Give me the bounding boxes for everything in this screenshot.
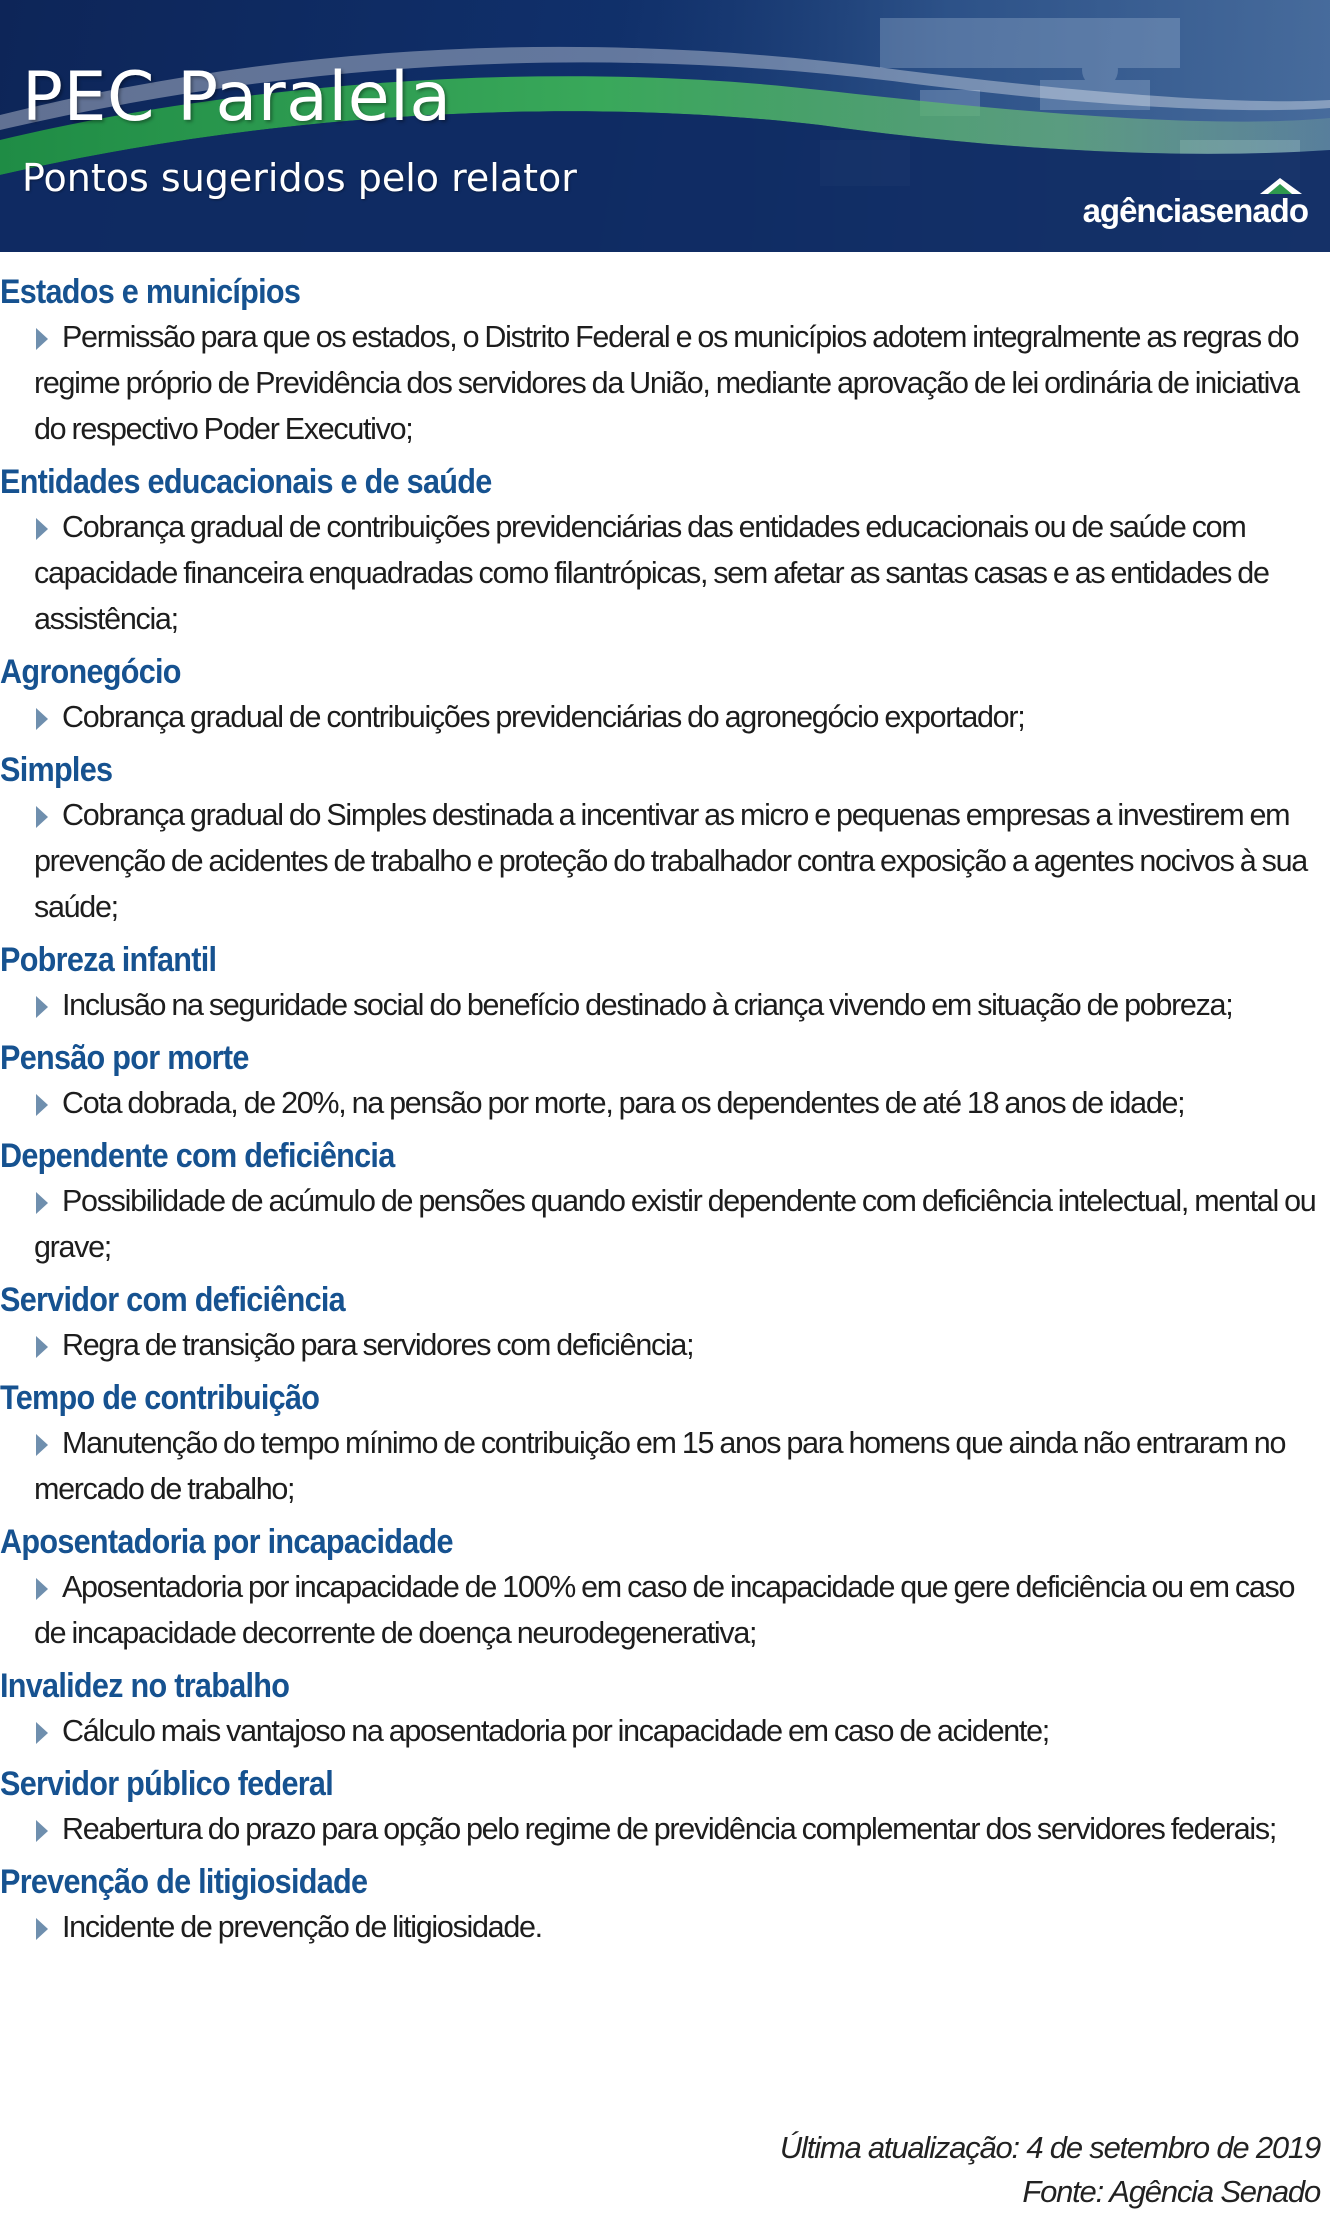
bullet-arrow-icon <box>36 1820 48 1842</box>
section-aposentadoria-por-incapacidade <box>0 1520 1330 1656</box>
section-item <box>0 1178 1330 1270</box>
section-item <box>0 792 1330 930</box>
section-title: Prevenção de litigiosidade <box>0 1863 368 1901</box>
section-title: Servidor com deficiência <box>0 1281 345 1319</box>
footer <box>780 2126 1320 2214</box>
page-subtitle: Pontos sugeridos pelo relator <box>22 156 577 200</box>
section-text: Aposentadoria por incapacidade de 100% em caso de incapacidade que gere deficiência ou em caso de incapacidade decorrente de doença neurodegenerativa; <box>34 1570 1295 1650</box>
section-title: Estados e municípios <box>0 273 301 311</box>
section-text: Permissão para que os estados, o Distrito Federal e os municípios adotem integralmente as regras do regime próprio de Previdência dos servidores da União, mediante aprovação de lei ordinária de iniciativa do respectivo Poder Executivo; <box>34 320 1299 446</box>
bullet-arrow-icon <box>36 1192 48 1214</box>
section-title: Agronegócio <box>0 653 181 691</box>
page-title: PEC Paralela <box>22 58 452 137</box>
section-text: Regra de transição para servidores com deficiência; <box>62 1328 694 1362</box>
section-title: Simples <box>0 751 113 789</box>
section-title: Servidor público federal <box>0 1765 334 1803</box>
section-title: Pensão por morte <box>0 1039 249 1077</box>
source-credit: Fonte: Agência Senado <box>1022 2174 1320 2209</box>
section-item <box>0 1564 1330 1656</box>
agencia-senado-logo: agênciasenado <box>1082 192 1308 229</box>
bullet-arrow-icon <box>36 328 48 350</box>
last-updated: Última atualização: 4 de setembro de 2019 <box>779 2130 1320 2165</box>
bullet-arrow-icon <box>36 1094 48 1116</box>
section-text: Cobrança gradual de contribuições previdenciárias das entidades educacionais ou de saúde com capacidade financeira enquadradas como filantrópicas, sem afetar as santas casas e as entidades de assistência; <box>34 510 1269 636</box>
section-text: Cobrança gradual do Simples destinada a incentivar as micro e pequenas empresas a investirem em prevenção de acidentes de trabalho e proteção do trabalhador contra exposição a agentes nocivos à sua saúde; <box>34 798 1307 924</box>
bullet-arrow-icon <box>36 1722 48 1744</box>
section-text: Cota dobrada, de 20%, na pensão por morte, para os dependentes de até 18 anos de idade; <box>62 1086 1185 1120</box>
section-item <box>0 1080 1330 1126</box>
section-item <box>0 1322 1330 1368</box>
bullet-arrow-icon <box>36 1578 48 1600</box>
section-title: Aposentadoria por incapacidade <box>0 1523 453 1561</box>
bullet-arrow-icon <box>36 708 48 730</box>
section-pobreza-infantil <box>0 938 1330 1028</box>
bullet-arrow-icon <box>36 1918 48 1940</box>
section-item <box>0 1708 1330 1754</box>
section-title: Dependente com deficiência <box>0 1137 395 1175</box>
section-simples <box>0 748 1330 930</box>
bullet-arrow-icon <box>36 806 48 828</box>
section-title: Tempo de contribuição <box>0 1379 320 1417</box>
section-title: Invalidez no trabalho <box>0 1667 290 1705</box>
section-item <box>0 982 1330 1028</box>
section-text: Manutenção do tempo mínimo de contribuição em 15 anos para homens que ainda não entraram no mercado de trabalho; <box>34 1426 1286 1506</box>
section-text: Reabertura do prazo para opção pelo regime de previdência complementar dos servidores federais; <box>62 1812 1277 1846</box>
section-agronegocio <box>0 650 1330 740</box>
section-invalidez-no-trabalho <box>0 1664 1330 1754</box>
section-prevencao-de-litigiosidade <box>0 1860 1330 1950</box>
section-text: Inclusão na seguridade social do benefício destinado à criança vivendo em situação de pobreza; <box>62 988 1233 1022</box>
section-text: Incidente de prevenção de litigiosidade. <box>62 1910 542 1944</box>
section-item <box>0 314 1330 452</box>
section-servidor-publico-federal <box>0 1762 1330 1852</box>
section-entidades-educacionais <box>0 460 1330 642</box>
section-item <box>0 1806 1330 1852</box>
section-text: Cobrança gradual de contribuições previdenciárias do agronegócio exportador; <box>62 700 1025 734</box>
section-pensao-por-morte <box>0 1036 1330 1126</box>
section-title: Entidades educacionais e de saúde <box>0 463 492 501</box>
bullet-arrow-icon <box>36 518 48 540</box>
section-tempo-de-contribuicao <box>0 1376 1330 1512</box>
bullet-arrow-icon <box>36 996 48 1018</box>
section-item <box>0 694 1330 740</box>
section-text: Possibilidade de acúmulo de pensões quando existir dependente com deficiência intelectual, mental ou grave; <box>34 1184 1316 1264</box>
bullet-arrow-icon <box>36 1434 48 1456</box>
section-estados-e-municipios <box>0 270 1330 452</box>
section-dependente-com-deficiencia <box>0 1134 1330 1270</box>
section-item <box>0 1904 1330 1950</box>
bullet-arrow-icon <box>36 1336 48 1358</box>
section-text: Cálculo mais vantajoso na aposentadoria por incapacidade em caso de acidente; <box>62 1714 1049 1748</box>
sections-list <box>0 270 1330 1958</box>
section-item <box>0 504 1330 642</box>
section-title: Pobreza infantil <box>0 941 217 979</box>
header-banner <box>0 0 1330 252</box>
section-item <box>0 1420 1330 1512</box>
section-servidor-com-deficiencia <box>0 1278 1330 1368</box>
